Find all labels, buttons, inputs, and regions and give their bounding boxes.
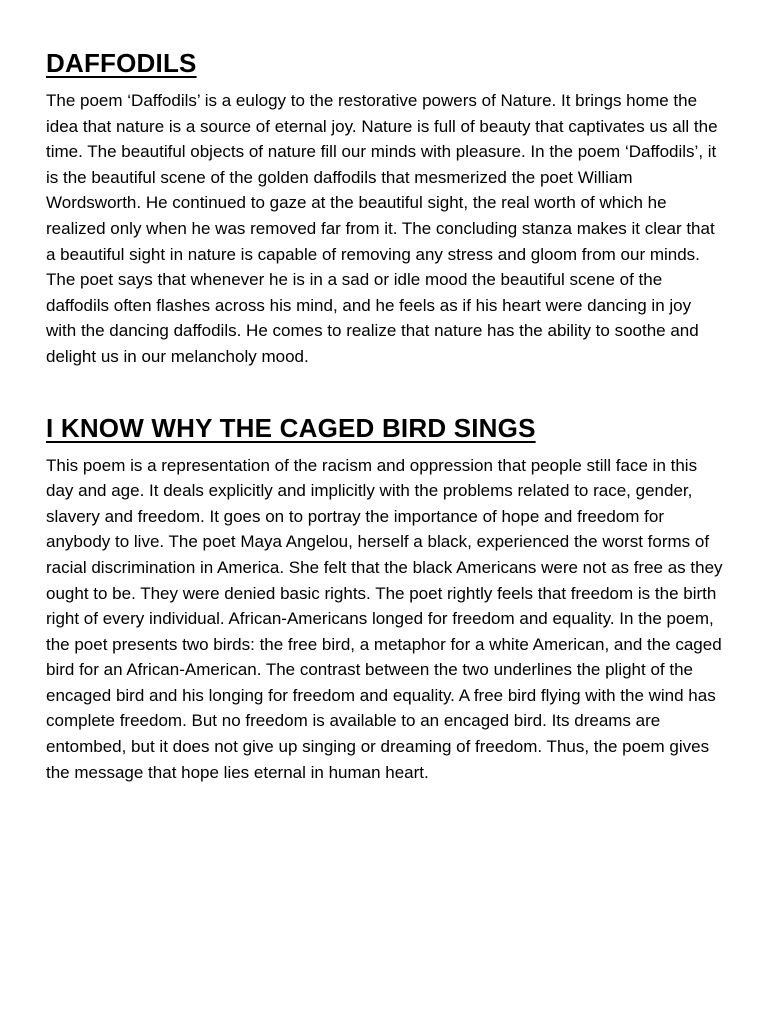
section-heading: DAFFODILS: [46, 48, 197, 78]
document-page: [46, 46, 726, 785]
section-paragraph: This poem is a representation of the racism and oppression that people still face in this day and age. It deals explicitly and implicitly with the problems related to race, gender, slavery and freedom. It goes on to portray the importance of hope and freedom for anybody to live. The poet Maya Angelou, herself a black, experienced the worst forms of racial discrimination in America. She felt that the black Americans were not as free as they ought to be. They were denied basic rights. The poet rightly feels that freedom is the birth right of every individual. African-Americans longed for freedom and equality. In the poem, the poet presents two birds: the free bird, a metaphor for a white American, and the caged bird for an African-American. The contrast between the two underlines the plight of the encaged bird and his longing for freedom and equality. A free bird flying with the wind has complete freedom. But no freedom is available to an encaged bird. Its dreams are entombed, but it does not give up singing or dreaming of freedom. Thus, the poem gives the message that hope lies eternal in human heart.: [46, 455, 723, 782]
section-daffodils: [46, 46, 726, 370]
section-caged-bird: [46, 411, 726, 786]
section-paragraph: The poem ‘Daffodils’ is a eulogy to the restorative powers of Nature. It brings home the idea that nature is a source of eternal joy. Nature is full of beauty that captivates us all the time. The beautiful objects of nature fill our minds with pleasure. In the poem ‘Daffodils’, it is the beautiful scene of the golden daffodils that mesmerized the poet William Wordsworth. He continued to gaze at the beautiful sight, the real worth of which he realized only when he was removed far from it. The concluding stanza makes it clear that a beautiful sight in nature is capable of removing any stress and gloom from our minds. The poet says that whenever he is in a sad or idle mood the beautiful scene of the daffodils often flashes across his mind, and he feels as if his heart were dancing in joy with the dancing daffodils. He comes to realize that nature has the ability to soothe and delight us in our melancholy mood.: [46, 91, 718, 366]
section-heading: I KNOW WHY THE CAGED BIRD SINGS: [46, 412, 536, 443]
